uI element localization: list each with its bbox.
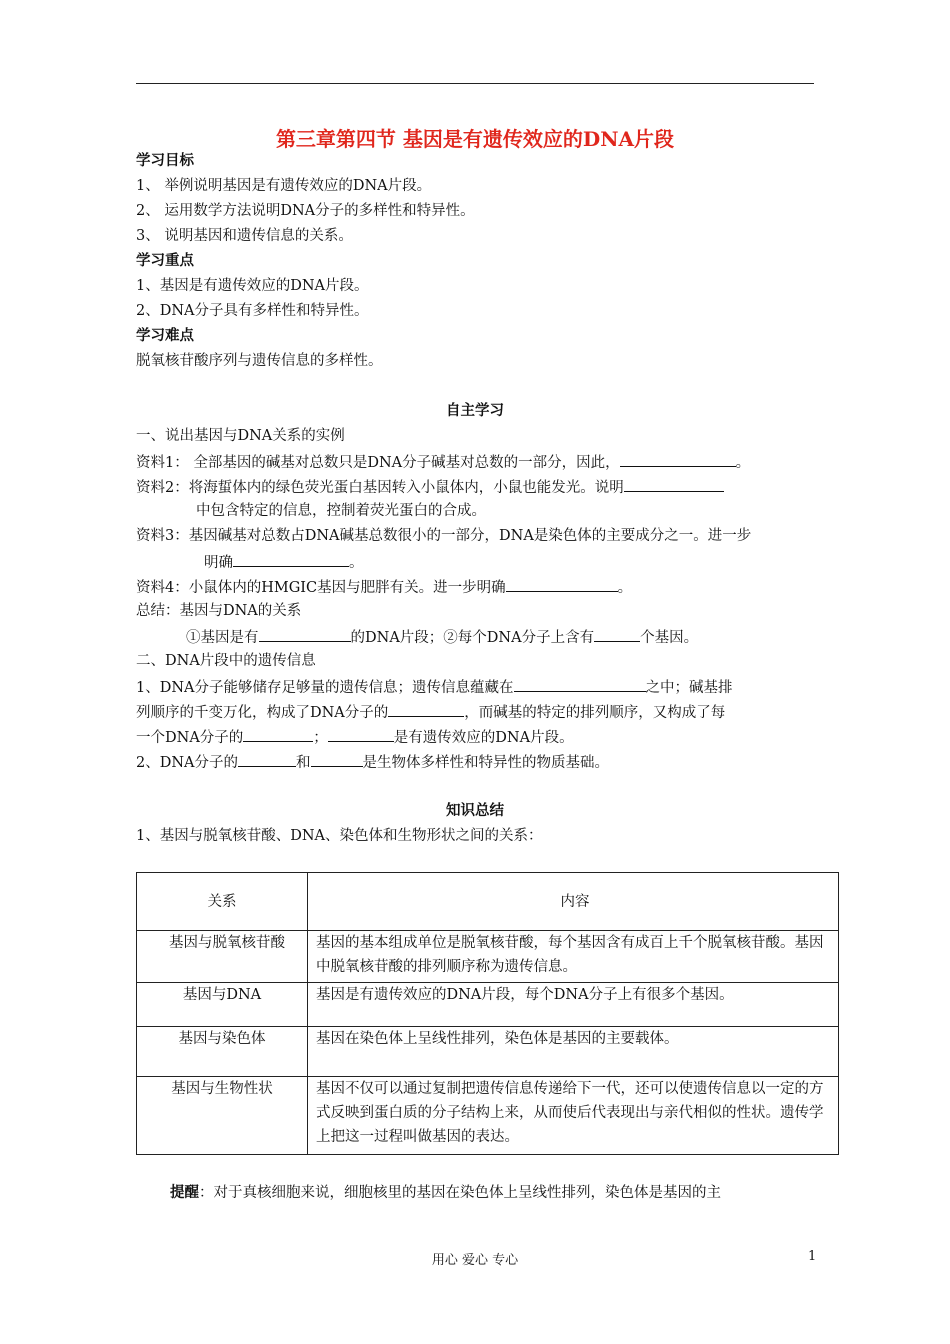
difficulties-heading: 学习难点 [136, 327, 194, 344]
material-3-cont-text: 明确 [204, 555, 233, 571]
row-key: 基因与脱氧核苷酸 [137, 931, 308, 983]
difficulty-item: 脱氧核苷酸序列与遗传信息的多样性。 [136, 353, 383, 369]
row-content: 基因是有遗传效应的DNA片段，每个DNA分子上有很多个基因。 [308, 983, 839, 1027]
material-1 [136, 452, 750, 472]
reminder-label: 提醒 [170, 1184, 199, 1201]
key-point-item: 1、基因是有遗传效应的DNA片段。 [136, 278, 369, 294]
self-study-heading: 自主学习 [446, 402, 504, 419]
part2-line-2 [136, 702, 725, 722]
part2-title: 二、DNA片段中的遗传信息 [136, 653, 316, 669]
reminder-text: ：对于真核细胞来说，细胞核里的基因在染色体上呈线性排列，染色体是基因的主 [199, 1185, 721, 1201]
row-key: 基因与DNA [137, 983, 308, 1027]
objective-item: 2、 运用数学方法说明DNA分子的多样性和特异性。 [136, 203, 475, 219]
table-row [137, 1027, 839, 1077]
header-key: 关系 [137, 873, 308, 931]
summary-text-a: ①基因是有 [186, 630, 259, 646]
material-2-cont: 中包含特定的信息，控制着荧光蛋白的合成。 [196, 503, 486, 519]
answer-blank[interactable] [388, 702, 464, 717]
part2-text-f: ； [313, 730, 328, 746]
answer-blank[interactable] [514, 677, 646, 692]
table-row [137, 931, 839, 983]
answer-blank[interactable] [328, 727, 394, 742]
summary-title: 总结：基因与DNA的关系 [136, 603, 302, 619]
material-3-end: 。 [349, 555, 364, 571]
part2-text-h: 2、DNA分子的 [136, 755, 239, 771]
answer-blank[interactable] [506, 577, 618, 592]
page-number: 1 [808, 1249, 817, 1264]
row-key: 基因与染色体 [137, 1027, 308, 1077]
row-key: 基因与生物性状 [137, 1077, 308, 1155]
part2-text-i: 和 [296, 755, 311, 771]
part1-title: 一、说出基因与DNA关系的实例 [136, 428, 345, 444]
part2-text-j: 是生物体多样性和特异性的物质基础。 [362, 755, 610, 771]
part2-text-d: ，而碱基的特定的排列顺序，又构成了每 [464, 705, 726, 721]
material-4-end: 。 [617, 580, 633, 596]
part2-text-a: 1、DNA分子能够储存足够量的遗传信息；遗传信息蕴藏在 [136, 680, 514, 696]
row-content: 基因的基本组成单位是脱氧核苷酸，每个基因含有成百上千个脱氧核苷酸。基因中脱氧核苷酸的排列顺序称为遗传信息。 [308, 931, 839, 983]
objectives-heading: 学习目标 [136, 152, 194, 169]
table-row [137, 1077, 839, 1155]
reminder [170, 1184, 721, 1202]
knowledge-summary-heading: 知识总结 [446, 802, 504, 819]
material-3: 资料3：基因碱基对总数占DNA碱基总数很小的一部分，DNA是染色体的主要成分之一。进一步 [136, 528, 752, 544]
row-content: 基因在染色体上呈线性排列，染色体是基因的主要载体。 [308, 1027, 839, 1077]
material-1-text: 资料1： 全部基因的碱基对总数只是DNA分子碱基对总数的一部分，因此， [136, 455, 620, 471]
objective-item: 1、 举例说明基因是有遗传效应的DNA片段。 [136, 178, 432, 194]
summary-line [186, 627, 698, 647]
material-2-text: 资料2：将海蜇体内的绿色荧光蛋白基因转入小鼠体内，小鼠也能发光。说明 [136, 480, 624, 496]
answer-blank[interactable] [620, 452, 736, 467]
answer-blank[interactable] [311, 752, 363, 767]
answer-blank[interactable] [259, 627, 351, 642]
key-points-heading: 学习重点 [136, 252, 194, 269]
part2-line-4 [136, 752, 609, 772]
key-point-item: 2、DNA分子具有多样性和特异性。 [136, 303, 369, 319]
answer-blank[interactable] [594, 627, 640, 642]
answer-blank[interactable] [233, 552, 349, 567]
relationship-table [136, 872, 839, 1155]
part2-text-b: 之中；碱基排 [645, 680, 733, 696]
summary-text-c: 个基因。 [640, 630, 699, 646]
answer-blank[interactable] [243, 727, 313, 742]
table-header-row [137, 873, 839, 931]
answer-blank[interactable] [624, 477, 724, 492]
material-4-text: 资料4：小鼠体内的HMGIC基因与肥胖有关。进一步明确 [136, 580, 506, 596]
material-1-end: 。 [735, 455, 751, 471]
material-4 [136, 577, 632, 597]
header-content: 内容 [308, 873, 839, 931]
table-row [137, 983, 839, 1027]
row-content: 基因不仅可以通过复制把遗传信息传递给下一代，还可以使遗传信息以一定的方式反映到蛋白质的分子结构上来，从而使后代表现出与亲代相似的性状。遗传学上把这一过程叫做基因的表达。 [308, 1077, 839, 1155]
part2-text-c: 列顺序的千变万化，构成了DNA分子的 [136, 705, 389, 721]
material-2 [136, 477, 724, 497]
part2-text-g: 是有遗传效应的DNA片段。 [393, 730, 574, 746]
material-3-cont [204, 552, 364, 572]
part2-text-e: 一个DNA分子的 [136, 730, 244, 746]
part2-line-1 [136, 677, 733, 697]
knowledge-summary-intro: 1、基因与脱氧核苷酸、DNA、染色体和生物形状之间的关系： [136, 828, 543, 844]
objective-item: 3、 说明基因和遗传信息的关系。 [136, 228, 353, 244]
answer-blank[interactable] [238, 752, 296, 767]
document-title: 第三章第四节 基因是有遗传效应的DNA片段 [275, 127, 675, 151]
footer-motto: 用心 爱心 专心 [431, 1253, 519, 1268]
header-rule [136, 83, 814, 84]
summary-text-b: 的DNA片段；②每个DNA分子上含有 [350, 630, 595, 646]
part2-line-3 [136, 727, 574, 747]
